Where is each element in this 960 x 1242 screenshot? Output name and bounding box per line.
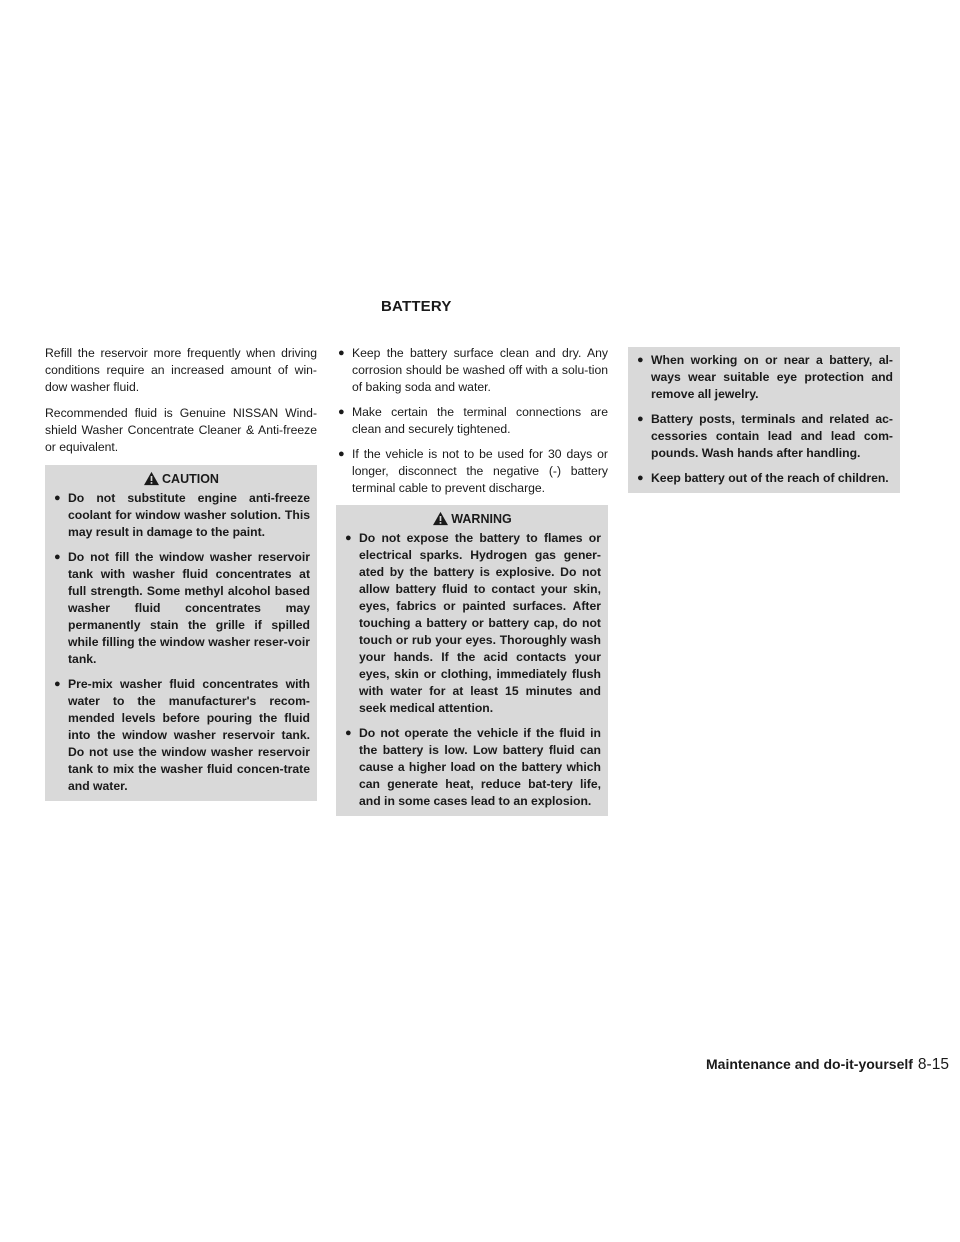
warning-box [336,505,608,816]
warning-item: ● Do not expose the battery to flames or electrical sparks. Hydrogen gas gener-ated by the battery is explosive. Do not allow battery fluid to contact your skin, eyes, fabrics or painted surfaces. After touching a battery or battery cap, do not touch or rub your eyes. Thoroughly wash your hands. If the acid contacts your eyes, skin or clothing, immediately flush with water for at least 15 minutes and seek medical attention. [345,531,601,715]
warning-list [343,530,601,810]
warning-title: WARNING [451,511,512,526]
warning-item: ● When working on or near a battery, al-ways wear suitable eye protection and remove all jewelry. [637,353,893,401]
caution-item: ● Do not substitute engine anti-freeze coolant for window washer solution. This may result in damage to the paint. [54,491,310,539]
warning-item: ● Battery posts, terminals and related ac-cessories contain lead and lead com-pounds. Wash hands after handling. [637,412,893,460]
warning-triangle-icon [432,511,449,526]
caution-item: ● Pre-mix washer fluid concentrates with water to the manufacturer's recom-mended levels before pouring the fluid into the window washer reservoir tank. Do not use the window washer reservoir tank to mix the washer fluid concen-trate and water. [54,677,310,793]
bullet-icon: ● [338,406,345,418]
bullet-icon: ● [345,727,352,739]
warning-box-continued [628,347,900,493]
paragraph: Recommended fluid is Genuine NISSAN Wind-shield Washer Concentrate Cleaner & Anti-freeze or equivalent. [45,406,317,454]
page-footer [706,1056,949,1074]
page-number: 8-15 [917,1056,949,1073]
chapter-title: Maintenance and do-it-yourself [706,1056,913,1072]
warning-item: ● Keep battery out of the reach of children. [637,471,889,485]
list-item: ● Make certain the terminal connections are clean and securely tightened. [338,405,608,436]
bullet-icon: ● [345,532,352,544]
warning-triangle-icon [143,471,160,486]
section-title: BATTERY [381,298,452,315]
caution-item: ● Do not fill the window washer reservoir tank with washer fluid concentrates at full strength. Some methyl alcohol based washer fluid concentrates may permanently stain the grille if spilled while filling the window washer reser-voir tank. [54,550,310,666]
list-item: ● Keep the battery surface clean and dry. Any corrosion should be washed off with a solu-tion of baking soda and water. [338,346,608,394]
warning-item: ● Do not operate the vehicle if the fluid in the battery is low. Low battery fluid can cause a higher load on the battery which can generate heat, reduce bat-tery life, and in some cases lead to an explosion. [345,726,601,808]
warning-header [343,505,601,530]
battery-care-list [336,345,608,497]
bullet-icon: ● [54,492,61,504]
caution-header [52,465,310,490]
caution-list [52,490,310,795]
caution-title: CAUTION [162,471,219,486]
bullet-icon: ● [338,448,345,460]
bullet-icon: ● [54,551,61,563]
column-3 [628,347,900,493]
column-2 [336,345,608,816]
list-item: ● If the vehicle is not to be used for 30 days or longer, disconnect the negative (-) battery terminal cable to prevent discharge. [338,447,608,495]
bullet-icon: ● [637,354,644,366]
bullet-icon: ● [637,413,644,425]
bullet-icon: ● [637,472,644,484]
paragraph: Refill the reservoir more frequently when driving conditions require an increased amount of win-dow washer fluid. [45,346,317,394]
caution-box [45,465,317,801]
bullet-icon: ● [338,347,345,359]
column-1 [45,345,317,801]
bullet-icon: ● [54,678,61,690]
warning-list-continued [635,352,893,487]
